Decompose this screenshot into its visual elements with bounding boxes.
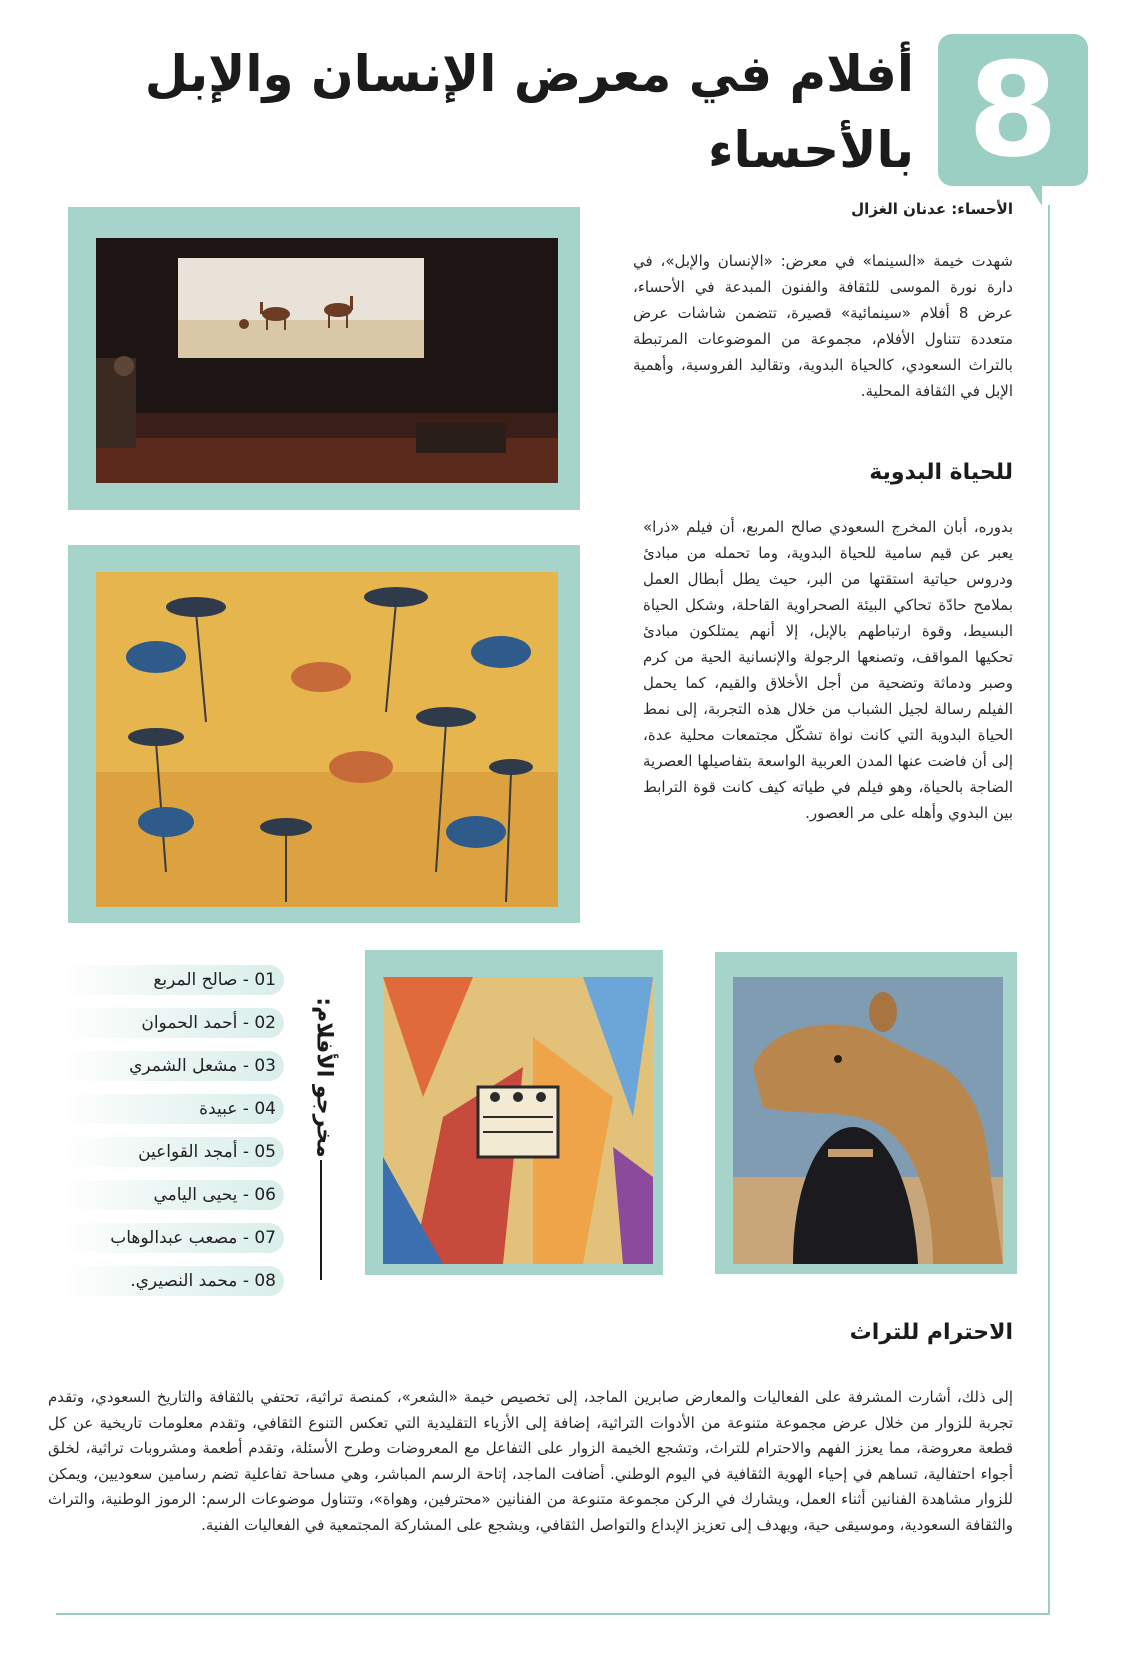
section-heading-bedouin: للحياة البدوية xyxy=(869,460,1013,485)
byline: الأحساء: عدنان الغزال xyxy=(851,200,1013,218)
directors-divider xyxy=(320,1160,322,1280)
issue-number: 8 xyxy=(967,34,1059,186)
director-item: 07 - مصعب عبدالوهاب xyxy=(64,1223,284,1253)
frame-border-bottom xyxy=(56,1613,1050,1615)
directors-heading xyxy=(304,970,344,1190)
camel-woman-painting xyxy=(733,977,1003,1264)
camel-painting-photo xyxy=(96,572,558,907)
heritage-paragraph: إلى ذلك، أشارت المشرفة على الفعاليات والمعارض صابرين الماجد، إلى تخصيص خيمة «الشعر»، كمنصة تراثية، تحتفي بالثقافة والتاريخ السعودي، وتقدم تجربة للزوار من خلال عرض مجموعة متنوعة من الأدوات التراثية، إضافة إلى الأزياء التقليدية التي تعكس التنوع الثقافي، وتقدم معلومات تاريخية عن كل قطعة معروضة، مما يعزز الفهم والاحترام للتراث، وتشجع الخيمة الزوار على التفاعل مع المعروضات وطرح الأسئلة، وتقدم أطعمة ومشروبات تراثية، لخلق أجواء احتفالية، تساهم في إحياء الهوية الثقافية في اليوم الوطني. أضافت الماجد، إتاحة الرسم المباشر، وهي مساحة تفاعلية تضم رسامين سعوديين، ويمكن للزوار مشاهدة الفنانين أثناء العمل، ويشارك في الركن مجموعة متنوعة من الفنانين «محترفين، وهواة»، وتتناول موضوعات الرسم: الرموز الوطنية، والتراث والثقافة السعودية، وموسيقى حية، ويهدف إلى تعزيز الإبداع والتواصل الثقافي، ويشجع على المشاركة المجتمعية في الفعاليات الفنية. xyxy=(48,1388,1013,1534)
cinema-screen-photo xyxy=(96,238,558,483)
section-heading-heritage: الاحترام للتراث xyxy=(849,1320,1013,1345)
directors-list xyxy=(64,965,284,1309)
article-title: أفلام في معرض الإنسان والإبل بالأحساء xyxy=(144,45,914,179)
director-item: 06 - يحيى اليامي xyxy=(64,1180,284,1210)
director-item: 01 - صالح المربع xyxy=(64,965,284,995)
bedouin-paragraph: بدوره، أبان المخرج السعودي صالح المربع، أن فيلم «ذرا» يعبر عن قيم سامية للحياة البدوية، وما تحمله من مبادئ ودروس حياتية استقتها من البر، حيث يطل أبطال العمل بملامح حادّة تحاكي البيئة الصحراوية القاحلة، وشكل الحياة البسيط، وقوة ارتباطهم بالإبل، إلا أنهم يمتلكون مبادئ تحكيها المواقف، وتصنعها الرجولة والإنسانية الحية من كرم وصبر ودماثة وتضحية من أجل الأخلاق والقيم، كما يحمل الفيلم رسالة لجيل الشباب من خلال هذه التجربة، إلى نمط الحياة البدوية التي كانت نواة تشكّل مجتمعات محلية عدة، إلى أن فاضت عنها المدن العربية الواسعة بتفاصيلها العصرية الضاجة بالحياة، وهو فيلم في طياته كيف كانت قوة الترابط بين البدوي وأهله على مر العصور. xyxy=(643,518,1013,822)
directors-heading-text: مخرجو الأفلام: xyxy=(311,997,337,1158)
director-item: 03 - مشعل الشمري xyxy=(64,1051,284,1081)
abstract-camel-painting xyxy=(383,977,653,1264)
director-item: 02 - أحمد الحموان xyxy=(64,1008,284,1038)
frame-border-right xyxy=(1048,205,1050,1615)
director-item: 04 - عبيدة xyxy=(64,1094,284,1124)
director-item: 05 - أمجد القواعين xyxy=(64,1137,284,1167)
director-item: 08 - محمد النصيري. xyxy=(64,1266,284,1296)
intro-paragraph: شهدت خيمة «السينما» في معرض: «الإنسان والإبل»، في دارة نورة الموسى للثقافة والفنون المبدعة في الأحساء، عرض 8 أفلام «سينمائية» قصيرة، تتضمن شاشات عرض متعددة تتناول الأفلام، مجموعة من الموضوعات المرتبطة بالتراث السعودي، كالحياة البدوية، وتقاليد الفروسية، وأهمية الإبل في الثقافة المحلية. xyxy=(633,252,1013,400)
